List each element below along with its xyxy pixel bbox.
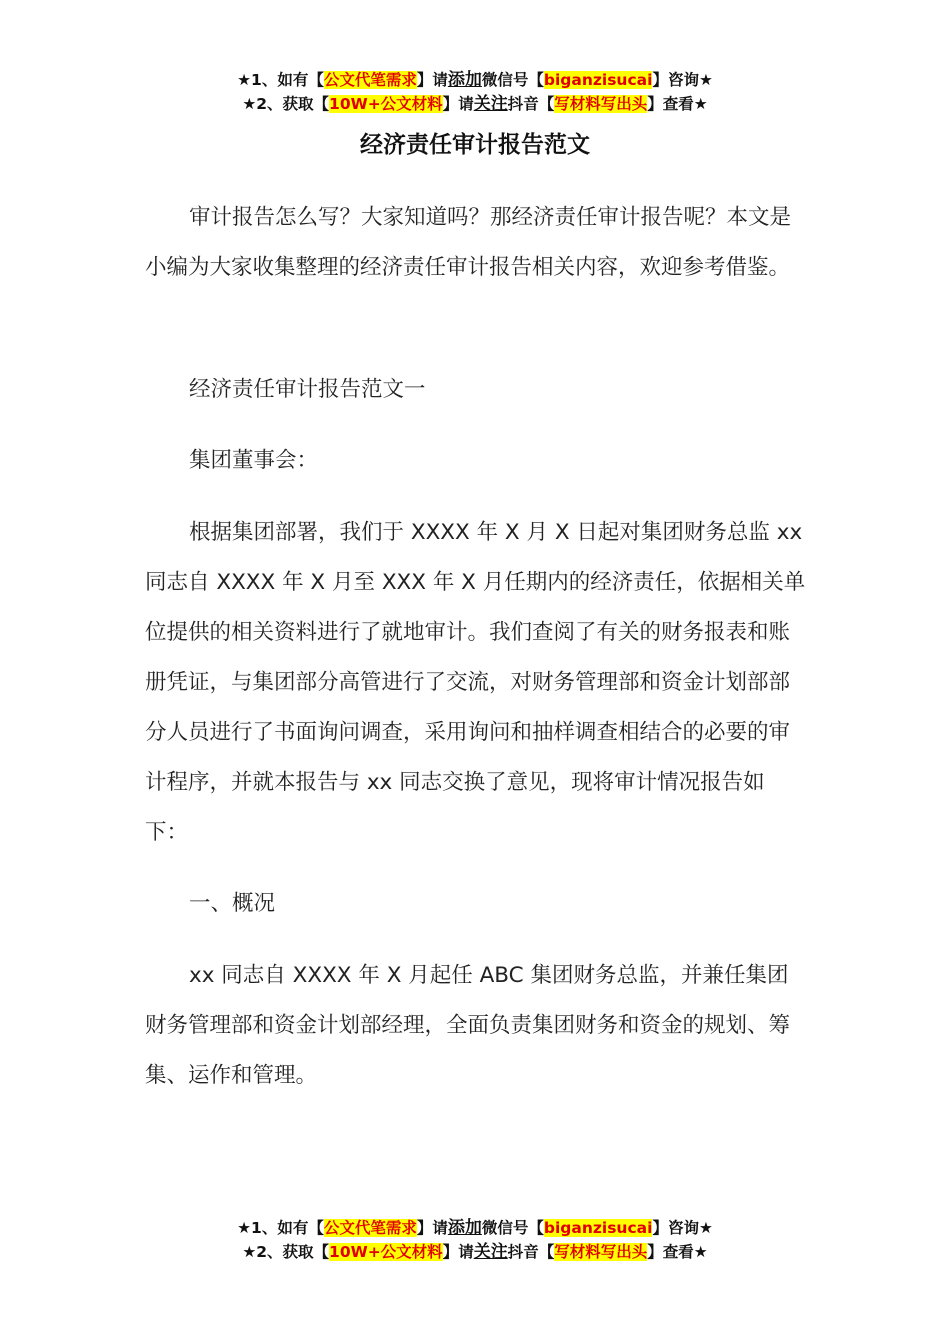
banner-text: 】请 [442,1243,474,1261]
banner-underline: 关注 [473,1242,508,1262]
banner-highlight: 写材料写出头 [554,1243,648,1261]
banner-text: 】请 [442,95,474,113]
paragraph-text: 审计报告怎么写？大家知道吗？那经济责任审计报告呢？本文是小编为大家收集整理的经济责任审计报告相关内容，欢迎参考借鉴。 [145,205,792,280]
banner-text: 】查看★ [647,95,708,113]
banner-highlight: 10W+公文材料 [329,1243,443,1261]
banner-text: 抖音【 [507,95,555,113]
banner-text: ★2、获取【 [242,1243,330,1261]
banner-highlight: 公文代笔需求 [323,1219,417,1237]
header-banner [0,68,950,116]
banner-underline: 添加 [447,1218,482,1238]
overview-paragraph [145,951,807,1101]
main-paragraph [145,508,807,858]
document-title: 经济责任审计报告范文 [360,132,590,158]
banner-line-2 [0,92,950,116]
banner-text: 微信号【 [481,71,544,89]
banner-highlight: 10W+公文材料 [329,95,443,113]
banner-highlight: 写材料写出头 [554,95,648,113]
banner-text: 】查看★ [647,1243,708,1261]
banner-text: ★2、获取【 [242,95,330,113]
banner-underline: 关注 [473,94,508,114]
banner-text: 】请 [416,1219,448,1237]
sample-heading [145,365,807,415]
banner-text: 微信号【 [481,1219,544,1237]
footer-banner [0,1216,950,1264]
paragraph-text: 一、概况 [189,891,276,916]
banner-text: 】咨询★ [652,1219,713,1237]
paragraph-text: xx 同志自 XXXX 年 X 月起任 ABC 集团财务总监，并兼任集团财务管理部和资金计划部经理，全面负责集团财务和资金的规划、筹集、运作和管理。 [145,963,791,1088]
banner-highlight: 公文代笔需求 [323,71,417,89]
banner-underline: 添加 [447,70,482,90]
banner-text: 】咨询★ [652,71,713,89]
banner-line-2 [0,1240,950,1264]
banner-line-1 [0,1216,950,1240]
intro-paragraph [145,193,807,293]
banner-text: 抖音【 [507,1243,555,1261]
paragraph-text: 经济责任审计报告范文一 [189,377,426,402]
banner-line-1 [0,68,950,92]
paragraph-text: 根据集团部署，我们于 XXXX 年 X 月 X 日起对集团财务总监 xx 同志自 XXXX 年 X 月至 XXX 年 X 月任期内的经济责任，依据相关单位提供的相关资料进行了就地审计。我们查阅了有关的财务报表和账册凭证，与集团部分高管进行了交流，对财务管理部和资金计划部部分人员进行了书面询问调查，采用询问和抽样调查相结合的必要的审计程序，并就本报告与 xx 同志交换了意见，现将审计情况报告如下： [145,520,806,845]
banner-text: 】请 [416,71,448,89]
salutation [145,436,807,486]
banner-highlight: biganzisucai [543,71,653,89]
section-heading [145,879,807,929]
paragraph-text: 集团董事会： [189,448,319,473]
banner-text: ★1、如有【 [237,1219,324,1237]
banner-text: ★1、如有【 [237,71,324,89]
banner-highlight: biganzisucai [543,1219,653,1237]
